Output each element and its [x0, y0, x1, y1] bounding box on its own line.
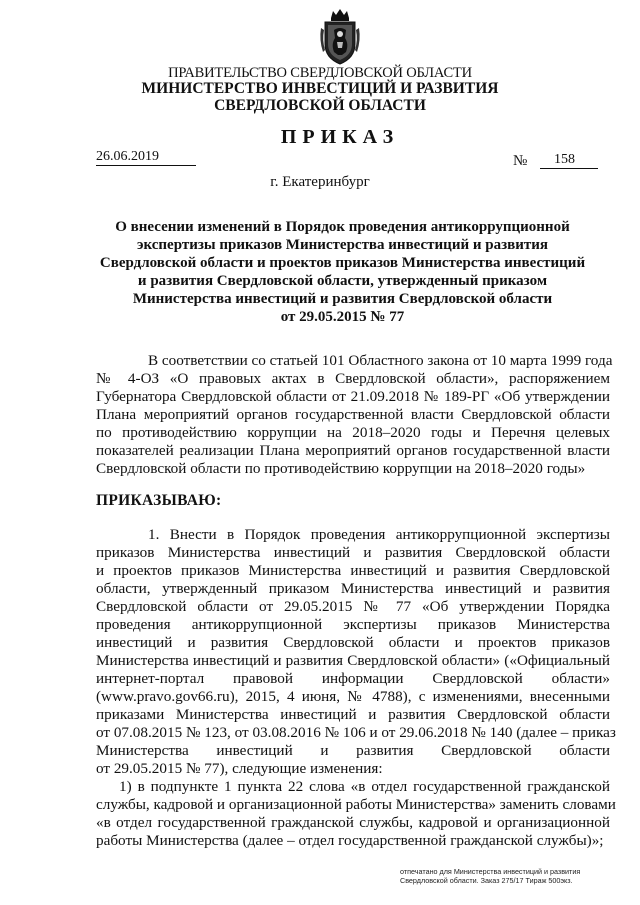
order-subject — [80, 218, 605, 326]
text-line: 1) в подпункте 1 пункта 22 слова «в отдел государственной гражданской — [119, 778, 610, 795]
footer-line: отпечатано для Министерства инвестиций и развития — [400, 867, 581, 876]
text-line: и проектов приказов Министерства инвестиций и развития Свердловской — [96, 562, 610, 579]
text-line: Министерства инвестиций и развития Свердловской области — [96, 742, 610, 759]
text-line: по противодействию коррупции на 2018–2020 годы и Перечня целевых — [96, 424, 610, 441]
order-number: 158 — [540, 152, 598, 169]
order-date: 26.06.2019 — [96, 149, 196, 166]
government-title: ПРАВИТЕЛЬСТВО СВЕРДЛОВСКОЙ ОБЛАСТИ — [168, 65, 472, 81]
text-line: (www.pravo.gov66.ru), 2015, 4 июня, № 4788), с изменениями, внесенными — [96, 688, 610, 705]
text-line: Свердловской области от 29.05.2015 № 77 «Об утверждении Порядка — [96, 598, 610, 615]
ministry-title-line2: СВЕРДЛОВСКОЙ ОБЛАСТИ — [214, 97, 426, 114]
subject-line: О внесении изменений в Порядок проведения антикоррупционной — [115, 219, 570, 235]
text-line: области, утвержденный приказом Министерства инвестиций и развития — [96, 580, 610, 597]
item-1-paragraph — [96, 526, 616, 778]
subject-line: и развития Свердловской области, утвержденный приказом — [137, 273, 548, 289]
text-line: 1. Внести в Порядок проведения антикоррупционной экспертизы — [148, 526, 610, 543]
text-line: Министерства инвестиций и развития Свердловской области» («Официальный — [96, 652, 610, 669]
text-line: приказами Министерства инвестиций и развития Свердловской области — [96, 706, 610, 723]
text-line: от 07.08.2015 № 123, от 03.08.2016 № 106 и от 29.06.2018 № 140 (далее – приказ — [96, 724, 616, 741]
subject-line: экспертизы приказов Министерства инвестиций и развития — [136, 237, 548, 253]
ministry-title — [0, 80, 640, 114]
text-line: от 29.05.2015 № 77), следующие изменения: — [96, 760, 383, 777]
text-line: № 4-ОЗ «О правовых актах в Свердловской области», распоряжением — [96, 370, 610, 387]
order-number-label: № — [513, 153, 528, 169]
text-line: приказов Министерства инвестиций и развития Свердловской области — [96, 544, 610, 561]
subject-line: Свердловской области и проектов приказов Министерства инвестиций — [99, 255, 586, 271]
preamble-paragraph — [96, 352, 613, 478]
print-footer — [400, 867, 620, 885]
coat-of-arms-icon — [319, 8, 361, 66]
text-line: Свердловской области по противодействию коррупции на 2018–2020 годы» — [96, 460, 586, 477]
text-line: показателей реализации Плана мероприятий органов государственной власти — [96, 442, 610, 459]
text-line: В соответствии со статьей 101 Областного закона от 10 марта 1999 года — [148, 352, 613, 369]
city: г. Екатеринбург — [270, 174, 370, 190]
subitem-1-paragraph — [96, 778, 616, 850]
text-line: работы Министерства (далее – отдел государственной гражданской службы)»; — [96, 832, 604, 849]
directive-heading: ПРИКАЗЫВАЮ: — [96, 492, 222, 509]
text-line: службы, кадровой и организационной работы Министерства» заменить словами — [96, 796, 616, 813]
document-type-title: ПРИКАЗ — [280, 126, 400, 148]
text-line: проведения антикоррупционной экспертизы приказов Министерства — [96, 616, 610, 633]
text-line: Плана мероприятий органов государственной власти Свердловской области — [96, 406, 610, 423]
text-line: Губернатора Свердловской области от 21.09.2018 № 189-РГ «Об утверждении — [96, 388, 610, 405]
text-line: интернет-портал правовой информации Свердловской области» — [96, 670, 610, 687]
subject-line: Министерства инвестиций и развития Свердловской области — [132, 291, 553, 307]
footer-line: Свердловской области. Заказ 275/17 Тираж 500экз. — [400, 876, 573, 885]
text-line: «в отдел государственной гражданской службы, кадровой и организационной — [96, 814, 610, 831]
ministry-title-line1: МИНИСТЕРСТВО ИНВЕСТИЦИЙ И РАЗВИТИЯ — [141, 80, 499, 97]
subject-line: от 29.05.2015 № 77 — [280, 309, 405, 325]
text-line: инвестиций и развития Свердловской области и проектов приказов — [96, 634, 610, 651]
